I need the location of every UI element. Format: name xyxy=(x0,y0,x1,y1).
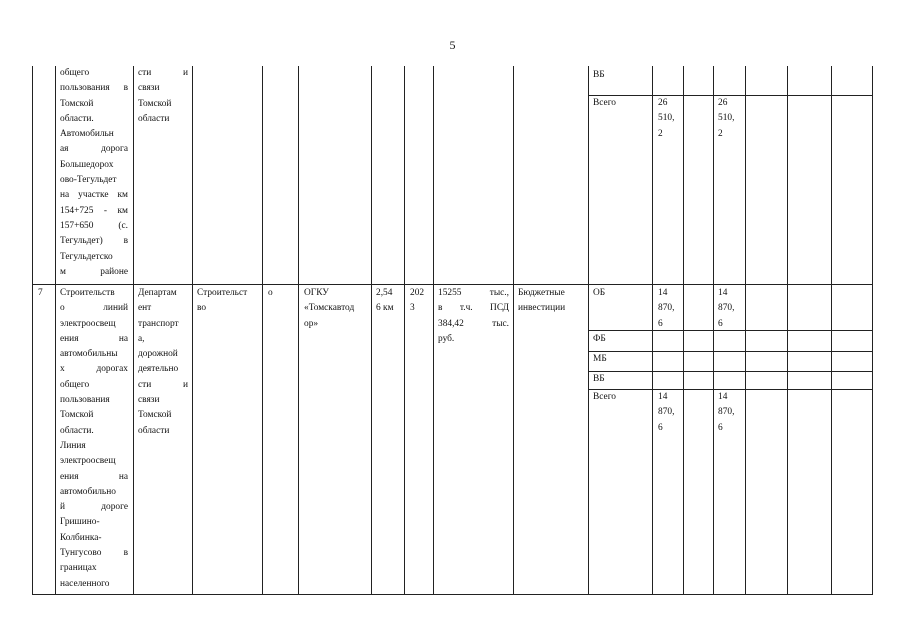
cell-line: Тунгусово в xyxy=(60,548,128,559)
cell-line: транспорт xyxy=(138,318,179,329)
cell-line: Автомобильн xyxy=(60,129,114,140)
cell-line: сти и xyxy=(138,379,188,390)
cell-line: 6 км xyxy=(376,303,394,314)
col-border xyxy=(404,66,405,595)
cell-line: населенного xyxy=(60,578,110,589)
finance-source-mb: МБ xyxy=(593,354,607,364)
cell-line: Тегульдетско xyxy=(60,251,113,262)
cell-line: 510, xyxy=(658,113,675,124)
cell-line: Бюджетные xyxy=(518,288,565,298)
page-number: 5 xyxy=(449,38,456,52)
cell-line: 2,54 xyxy=(376,288,393,298)
cell-line: деятельно xyxy=(138,364,179,375)
subrow-divider xyxy=(588,351,873,352)
cell-line: Департам xyxy=(138,288,177,298)
cell-line: 870, xyxy=(658,303,675,314)
cell-line: 870, xyxy=(658,407,675,418)
cell-line: инвестиции xyxy=(518,303,566,314)
cell-line: границах xyxy=(60,563,97,574)
col-border xyxy=(55,66,56,595)
cell-line: 15255 тыс., xyxy=(438,288,509,298)
cell-line: Строительств xyxy=(60,288,115,298)
cell-line: Томской xyxy=(138,98,172,109)
finance-total-value xyxy=(658,390,674,436)
object-name-continued xyxy=(60,66,128,280)
object-name xyxy=(60,286,128,592)
cell-line: руб. xyxy=(438,333,455,344)
work-type: Строительст xyxy=(197,288,248,298)
executor-continued xyxy=(138,66,188,127)
cell-line: 14 xyxy=(658,288,668,298)
cell-line: электроосвещ xyxy=(60,456,116,467)
cell-line: 3 xyxy=(410,303,415,314)
finance-ob-value-2 xyxy=(718,286,734,332)
cell-line: 2 xyxy=(658,128,663,139)
finance-source-vb: ВБ xyxy=(593,70,605,80)
cell-line: 14 xyxy=(718,288,728,298)
col-border xyxy=(32,66,33,595)
cell-line: 870, xyxy=(718,407,735,418)
cell-line: сти и xyxy=(138,68,188,78)
cell-line: 6 xyxy=(718,422,723,433)
investment-form xyxy=(518,286,565,317)
col-border xyxy=(433,66,434,595)
completion-year xyxy=(410,286,424,317)
col-border xyxy=(192,66,193,595)
cell-line: связи xyxy=(138,395,160,406)
cell-line: 26 xyxy=(658,98,668,108)
cell-line: на участке км xyxy=(60,190,128,201)
cell-line: пользования xyxy=(60,395,110,406)
cell-line: 384,42 тыс. xyxy=(438,318,509,329)
cell-line: связи xyxy=(138,83,160,94)
capacity xyxy=(376,286,394,317)
cell-line: Томской xyxy=(60,410,94,421)
cell-line: Большедорох xyxy=(60,159,114,170)
col-border xyxy=(298,66,299,595)
cell-line: «Томскавтод xyxy=(304,303,355,314)
cell-line: электроосвещ xyxy=(60,318,116,329)
program-table xyxy=(32,66,873,595)
finance-total-value-2 xyxy=(718,96,734,142)
cell-line: общего xyxy=(60,379,90,390)
row-divider xyxy=(32,594,873,595)
cell-line: Томской xyxy=(60,98,94,109)
cell-line: х дорогах xyxy=(60,364,128,375)
cell-line: ения на xyxy=(60,471,128,482)
cell-line: 6 xyxy=(658,422,663,433)
cell-line: м районе xyxy=(60,266,128,277)
cell-line: 510, xyxy=(718,113,735,124)
cell-line: 14 xyxy=(658,392,668,402)
finance-total-value-2 xyxy=(718,390,734,436)
cell-line: автомобильно xyxy=(60,486,116,497)
work-type-cont: во xyxy=(197,303,207,313)
cell-line: Гришино- xyxy=(60,517,100,528)
cell-line: 14 xyxy=(718,392,728,402)
cell-line: ая дорога xyxy=(60,144,128,155)
cell-line: области. xyxy=(60,113,94,124)
cell-line: о линий xyxy=(60,303,128,314)
cell-line: области xyxy=(138,425,170,436)
cell-line: Колбинка- xyxy=(60,532,102,543)
cell-line: ор» xyxy=(304,318,319,329)
finance-source-total: Всего xyxy=(593,98,616,108)
cell-line: области xyxy=(138,113,170,124)
cell-line: 157+650 (с. xyxy=(60,220,128,231)
cell-line: общего xyxy=(60,68,90,78)
cell-line: 6 xyxy=(658,318,663,329)
cell-line: 2 xyxy=(718,128,723,139)
cell-line: а, xyxy=(138,333,145,344)
cell-line: ент xyxy=(138,303,152,314)
col-border xyxy=(513,66,514,595)
cell-line: дорожной xyxy=(138,349,178,360)
cell-line: й дороге xyxy=(60,502,128,513)
cell-line: в т.ч. ПСД xyxy=(438,303,509,314)
finance-source-vb: ВБ xyxy=(593,374,605,384)
finance-source-fb: ФБ xyxy=(593,334,606,344)
cell-line: ОГКУ xyxy=(304,288,329,298)
finance-source-ob: ОБ xyxy=(593,288,606,298)
cell-line: 870, xyxy=(718,303,735,314)
col-border xyxy=(371,66,372,595)
cell-line: пользования в xyxy=(60,83,128,94)
executor xyxy=(138,286,188,439)
row-divider xyxy=(32,284,873,285)
cell-line: ения на xyxy=(60,333,128,344)
work-type-tail: о xyxy=(268,288,273,298)
cell-line: Томской xyxy=(138,410,172,421)
finance-total-value xyxy=(658,96,674,142)
estimated-cost xyxy=(438,286,509,347)
cell-line: 202 xyxy=(410,288,425,298)
cell-line: Линия xyxy=(60,440,86,451)
cell-line: 26 xyxy=(718,98,728,108)
finance-ob-value xyxy=(658,286,674,332)
row-number: 7 xyxy=(38,288,43,298)
cell-line: ово-Тегульдет xyxy=(60,175,117,186)
cell-line: 6 xyxy=(718,318,723,329)
cell-line: автомобильны xyxy=(60,349,118,360)
cell-line: Тегульдет) в xyxy=(60,236,128,247)
cell-line: 154+725 - км xyxy=(60,205,128,216)
customer xyxy=(304,286,354,332)
finance-source-total: Всего xyxy=(593,392,616,402)
cell-line: области. xyxy=(60,425,94,436)
col-border xyxy=(262,66,263,595)
col-border xyxy=(133,66,134,595)
subrow-divider xyxy=(588,371,873,372)
